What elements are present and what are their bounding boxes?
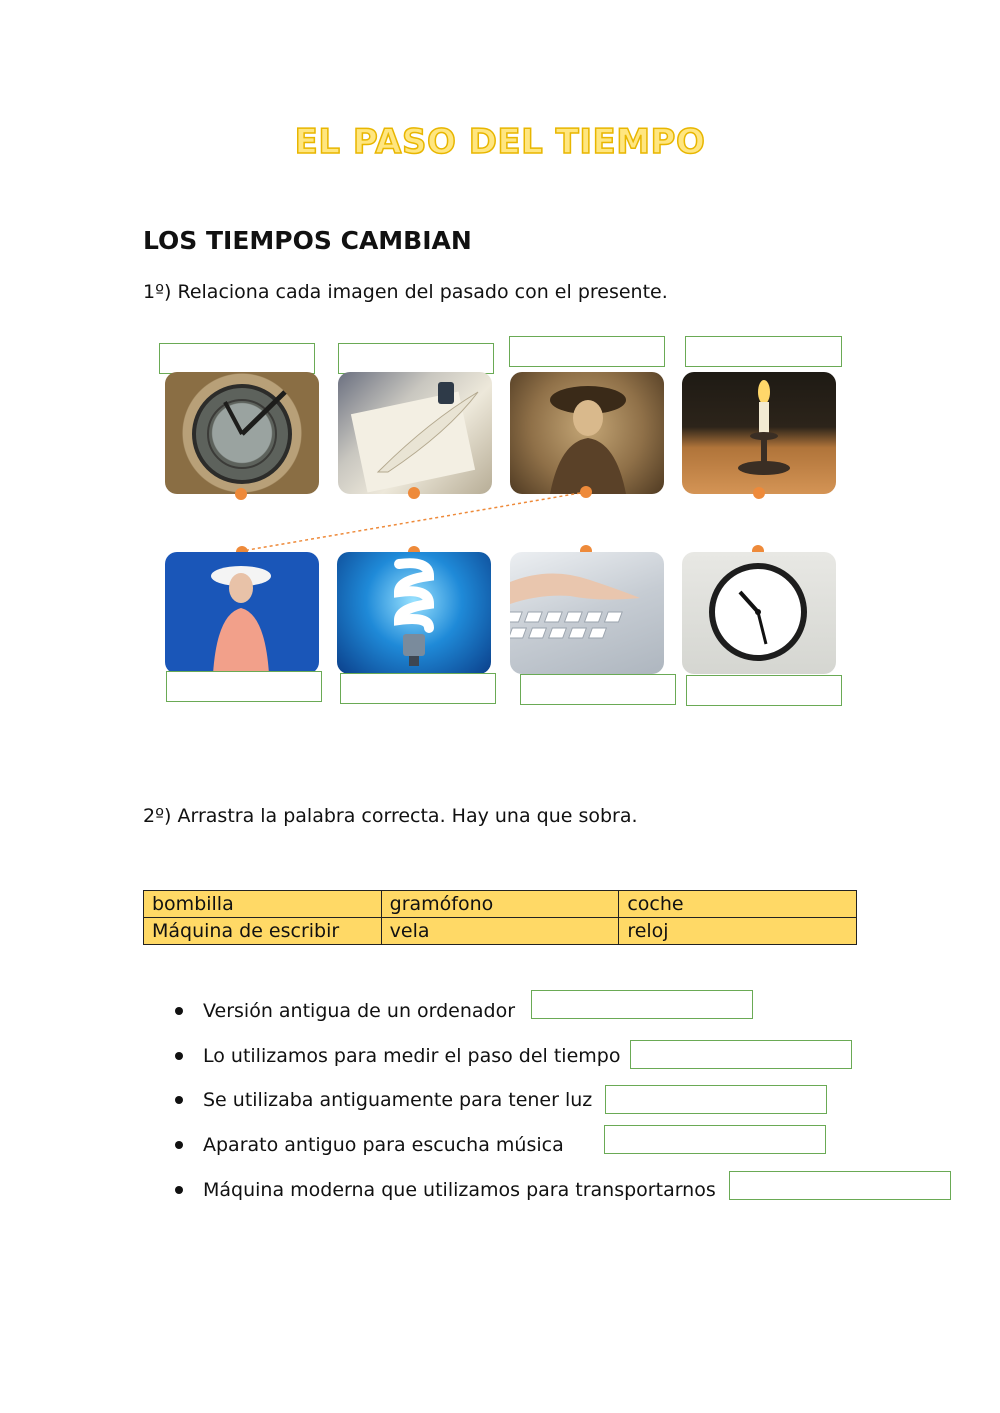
- bullet-icon: [175, 1141, 183, 1149]
- answer-box-present-1[interactable]: [166, 671, 322, 702]
- word-bank-cell[interactable]: gramófono: [381, 891, 619, 918]
- answer-box-present-2[interactable]: [340, 673, 496, 704]
- exercise2-instruction: 2º) Arrastra la palabra correcta. Hay una que sobra.: [143, 805, 638, 827]
- word-bank-cell[interactable]: bombilla: [144, 891, 382, 918]
- item-text: Aparato antiguo para escucha música: [203, 1134, 564, 1157]
- item-text: Versión antigua de un ordenador: [203, 1000, 516, 1022]
- drop-box-1[interactable]: [531, 990, 753, 1019]
- word-bank-cell[interactable]: coche: [619, 891, 857, 918]
- page-title: EL PASO DEL TIEMPO: [294, 122, 706, 162]
- bullet-icon: [175, 1007, 183, 1015]
- answer-box-present-4[interactable]: [686, 675, 842, 706]
- woman-sunhat-image: [165, 552, 319, 674]
- drop-box-4[interactable]: [604, 1125, 826, 1154]
- word-bank-cell[interactable]: vela: [381, 918, 619, 945]
- item-text: Lo utilizamos para medir el paso del tiempo: [203, 1044, 621, 1067]
- wall-clock-image: [682, 552, 836, 674]
- item-text: Máquina moderna que utilizamos para transportarnos: [203, 1178, 716, 1201]
- light-bulb-image: [337, 552, 491, 674]
- bullet-icon: [175, 1052, 183, 1060]
- word-bank-cell[interactable]: Máquina de escribir: [144, 918, 382, 945]
- answer-box-present-3[interactable]: [520, 674, 676, 705]
- keyboard-hands-image: [510, 552, 664, 674]
- word-bank-cell[interactable]: reloj: [619, 918, 857, 945]
- exercise1-instruction: 1º) Relaciona cada imagen del pasado con el presente.: [143, 281, 668, 303]
- word-bank-table: [143, 890, 857, 945]
- section-heading: LOS TIEMPOS CAMBIAN: [143, 226, 472, 255]
- drop-box-3[interactable]: [605, 1085, 827, 1114]
- drop-box-5[interactable]: [729, 1171, 951, 1200]
- drop-box-2[interactable]: [630, 1040, 852, 1069]
- bullet-icon: [175, 1096, 183, 1104]
- bullet-icon: [175, 1186, 183, 1194]
- list-item: [143, 1171, 716, 1216]
- item-text: Se utilizaba antiguamente para tener luz: [203, 1089, 593, 1112]
